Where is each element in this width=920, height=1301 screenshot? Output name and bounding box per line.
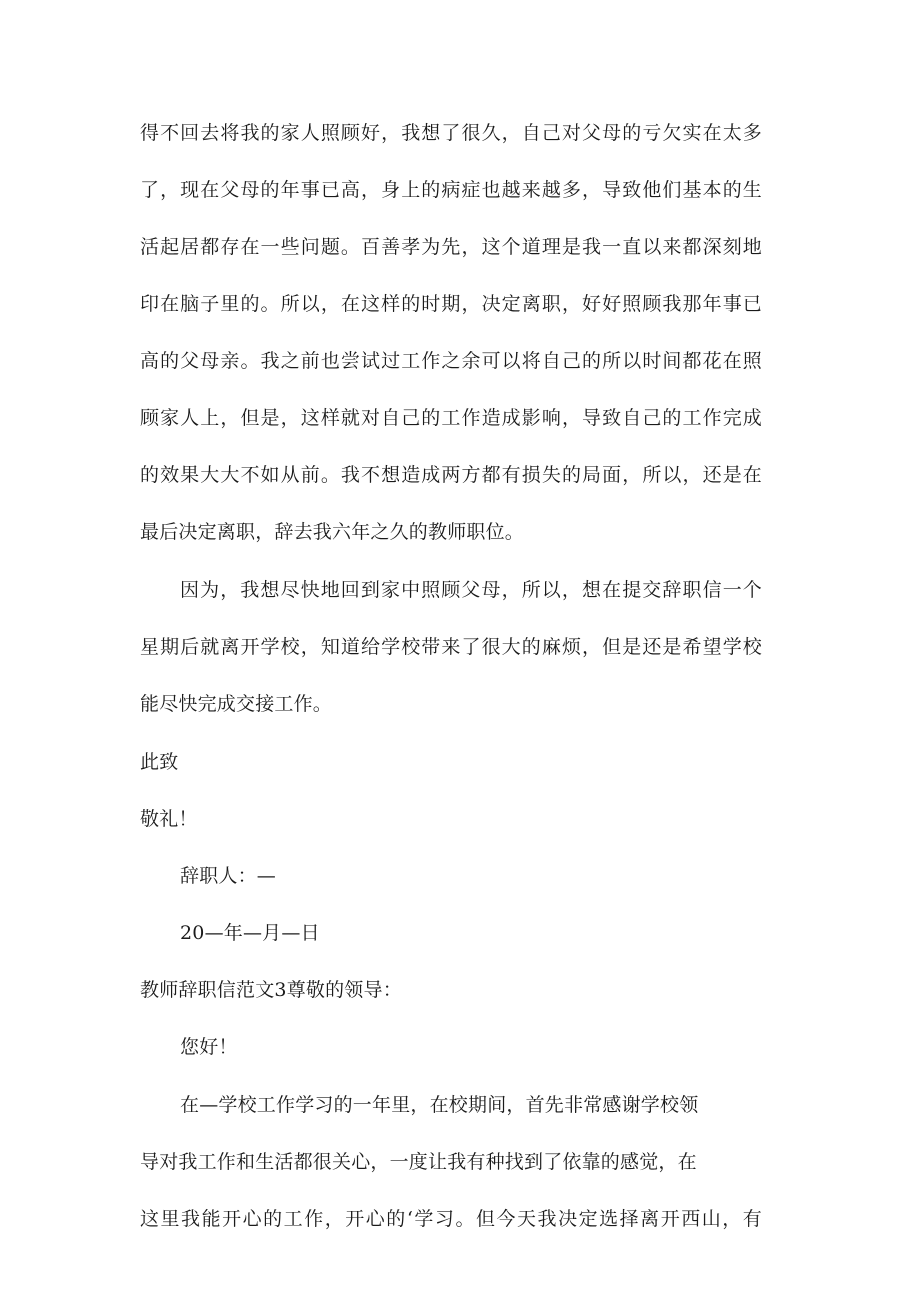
text-line: 最后决定离职，辞去我六年之久的教师职位。 xyxy=(140,521,525,543)
salutation: 此致 xyxy=(140,751,179,773)
letter-heading: 教师辞职信范文3尊敬的领导： xyxy=(140,979,402,1001)
text-line: 因为，我想尽快地回到家中照顾父母，所以，想在提交辞职信一个 xyxy=(180,579,762,601)
greeting: 您好！ xyxy=(180,1036,238,1058)
text-line: 活起居都存在一些问题。百善孝为先，这个道理是我一直以来都深刻地 xyxy=(140,236,762,258)
text-line: 顾家人上，但是，这样就对自己的工作造成影响，导致自己的工作完成 xyxy=(140,407,762,429)
text-line: 导对我工作和生活都很关心，一度让我有种找到了依靠的感觉，在 xyxy=(140,1151,697,1173)
regards: 敬礼！ xyxy=(140,808,198,830)
text-line: 高的父母亲。我之前也尝试过工作之余可以将自己的所以时间都花在照 xyxy=(140,350,762,372)
text-line: 印在脑子里的。所以，在这样的时期，决定离职，好好照顾我那年事已 xyxy=(140,293,762,315)
text-line: 了，现在父母的年事已高，身上的病症也越来越多，导致他们基本的生 xyxy=(140,179,762,201)
date: 20—年—月—日 xyxy=(180,922,320,944)
text-line: 的效果大大不如从前。我不想造成两方都有损失的局面，所以，还是在 xyxy=(140,464,762,486)
text-line: 这里我能开心的工作，开心的‘学习。但今天我决定选择离开西山，有 xyxy=(140,1208,762,1230)
text-line: 星期后就离开学校，知道给学校带来了很大的麻烦，但是还是希望学校 xyxy=(140,636,762,658)
resignee: 辞职人：— xyxy=(180,865,277,887)
text-line: 得不回去将我的家人照顾好，我想了很久，自己对父母的亏欠实在太多 xyxy=(140,122,762,144)
text-line: 能尽快完成交接工作。 xyxy=(140,693,333,715)
text-line: 在—学校工作学习的一年里，在校期间，首先非常感谢学校领 xyxy=(180,1094,699,1116)
